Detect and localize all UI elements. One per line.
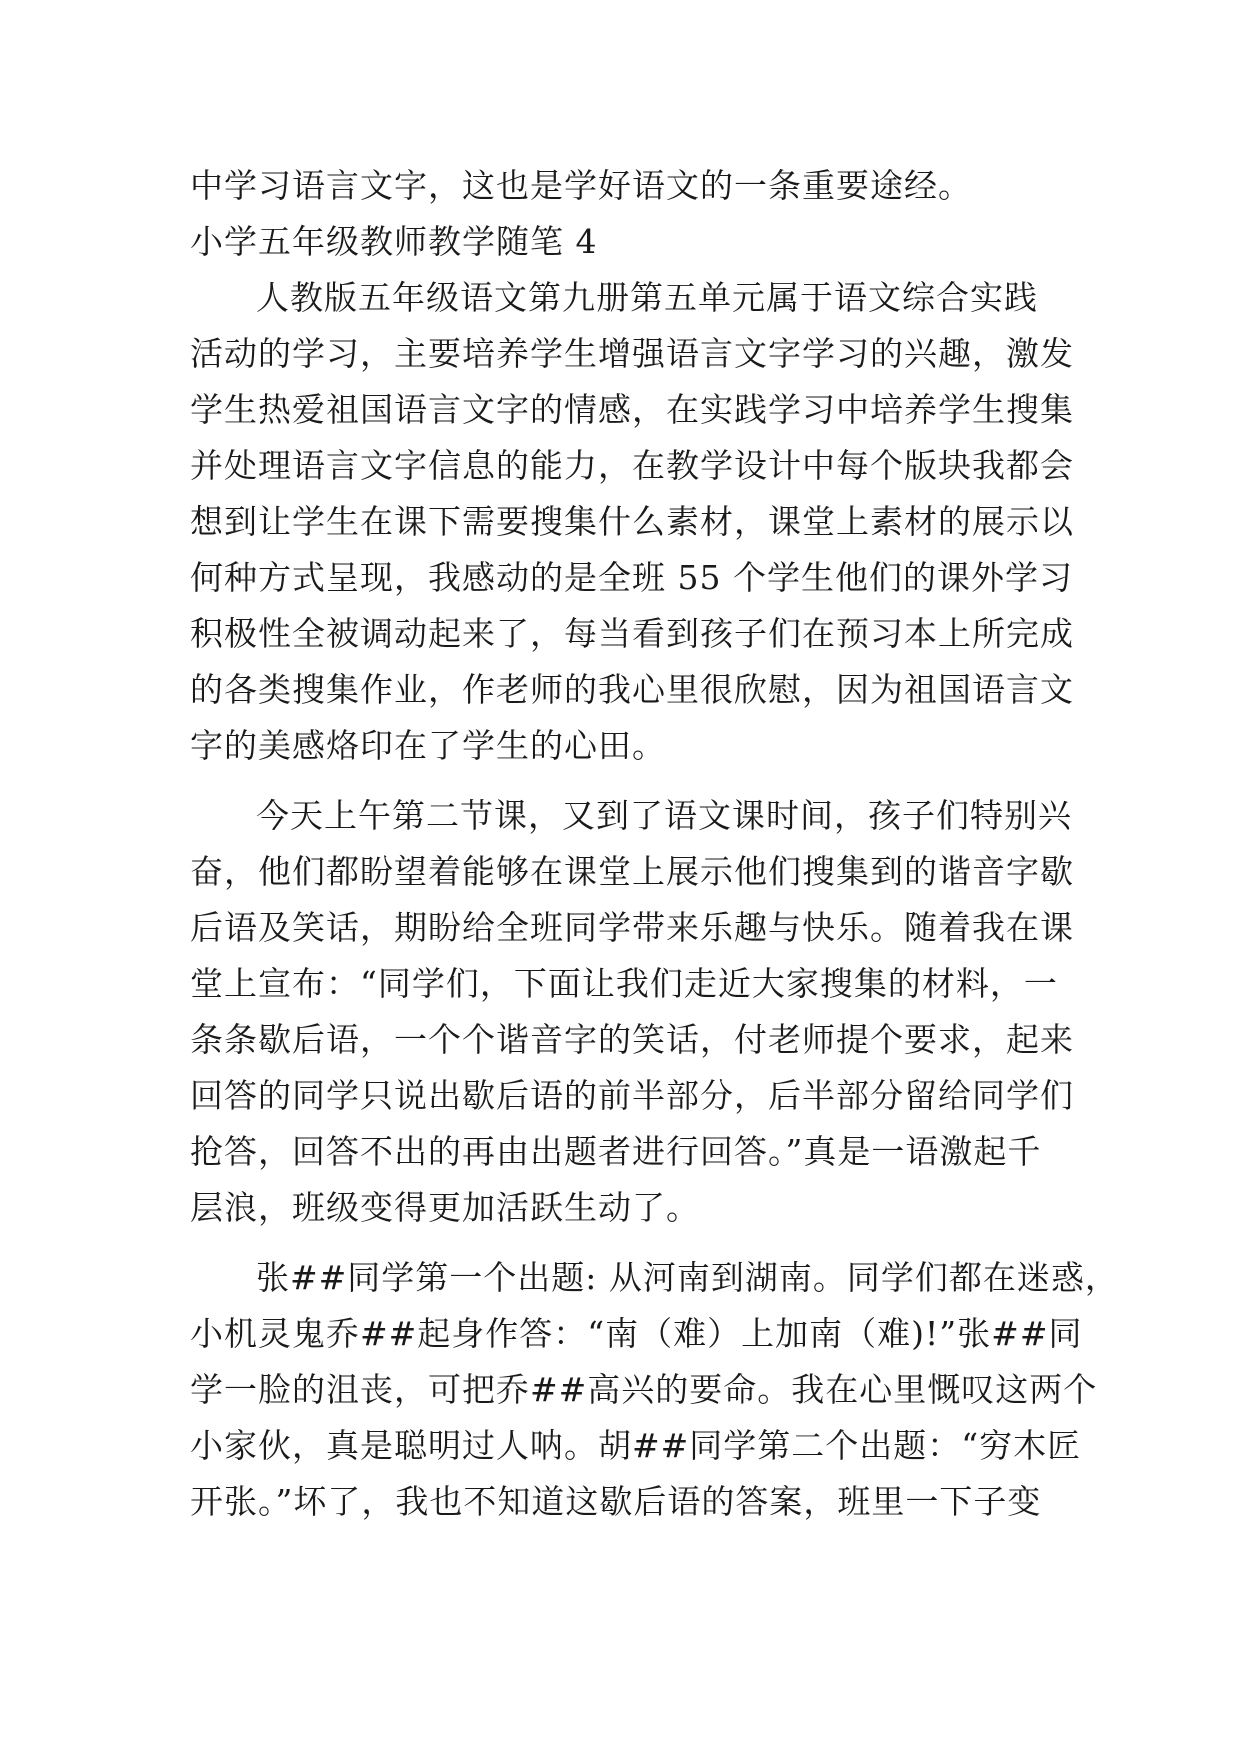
paragraph-line: 奋，他们都盼望着能够在课堂上展示他们搜集到的谐音字歇 (190, 852, 1074, 891)
paragraph-line: 小家伙，真是聪明过人呐。胡##同学第二个出题：“穷木匠 (190, 1426, 1082, 1465)
paragraph-line: 字的美感烙印在了学生的心田。 (190, 726, 666, 765)
paragraph-line: 人教版五年级语文第九册第五单元属于语文综合实践 (256, 278, 1038, 317)
paragraph-line: 想到让学生在课下需要搜集什么素材，课堂上素材的展示以 (190, 502, 1074, 541)
paragraph-line: 今天上午第二节课，又到了语文课时间，孩子们特别兴 (256, 796, 1072, 835)
paragraph-line: 后语及笑话，期盼给全班同学带来乐趣与快乐。随着我在课 (190, 908, 1074, 947)
paragraph-line: 活动的学习，主要培养学生增强语言文字学习的兴趣，激发 (190, 334, 1074, 373)
paragraph-line: 小机灵鬼乔##起身作答：“南（难）上加南（难)!”张##同 (190, 1314, 1083, 1353)
document-page (190, 158, 1119, 1530)
paragraph-3 (190, 1250, 1119, 1530)
paragraph-spacer (190, 1236, 1056, 1250)
paragraph-line: 何种方式呈现，我感动的是全班 55 个学生他们的课外学习 (190, 558, 1073, 597)
paragraph-1 (190, 270, 1074, 774)
paragraph-line: 条条歇后语，一个个谐音字的笑话，付老师提个要求，起来 (190, 1020, 1074, 1059)
paragraph-line: 学一脸的沮丧，可把乔##高兴的要命。我在心里慨叹这两个 (190, 1370, 1098, 1409)
paragraph-line: 积极性全被调动起来了，每当看到孩子们在预习本上所完成 (190, 614, 1074, 653)
paragraph-line: 抢答，回答不出的再由出题者进行回答。”真是一语激起千 (190, 1132, 1042, 1171)
paragraph-spacer (190, 774, 1056, 788)
paragraph-line: 的各类搜集作业，作老师的我心里很欣慰，因为祖国语言文 (190, 670, 1074, 709)
paragraph-2 (190, 788, 1074, 1236)
paragraph-line: 学生热爱祖国语言文字的情感，在实践学习中培养学生搜集 (190, 390, 1074, 429)
paragraph-line: 开张。”坏了，我也不知道这歇后语的答案，班里一下子变 (190, 1482, 1042, 1521)
paragraph-line: 张##同学第一个出题: 从河南到湖南。同学们都在迷惑， (256, 1258, 1119, 1297)
paragraph-line: 回答的同学只说出歇后语的前半部分，后半部分留给同学们 (190, 1076, 1074, 1115)
paragraph-line: 层浪，班级变得更加活跃生动了。 (190, 1188, 700, 1227)
paragraph-line: 堂上宣布：“同学们，下面让我们走近大家搜集的材料，一 (190, 964, 1058, 1003)
paragraph-line: 并处理语言文字信息的能力，在教学设计中每个版块我都会 (190, 446, 1074, 485)
section-heading: 小学五年级教师教学随笔 4 (190, 222, 598, 261)
continuation-line: 中学习语言文字，这也是学好语文的一条重要途经。 (190, 166, 972, 205)
